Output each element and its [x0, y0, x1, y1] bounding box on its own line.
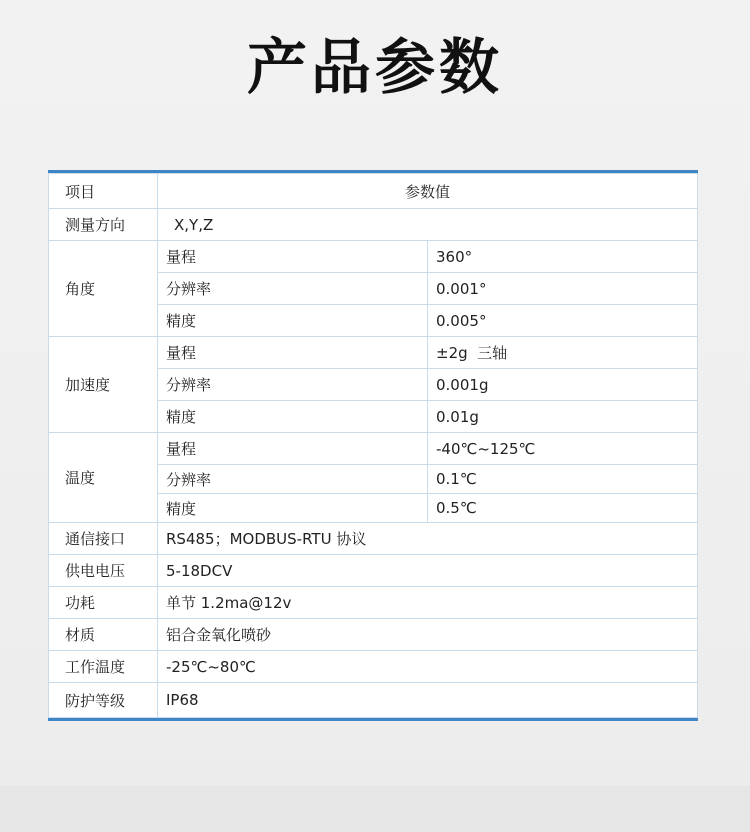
sub-value: 0.001° — [428, 273, 698, 305]
table-row — [49, 555, 698, 587]
spec-table-container — [48, 170, 698, 721]
header-item: 项目 — [49, 174, 158, 209]
table-row — [49, 651, 698, 683]
row-value: 单节 1.2ma@12v — [158, 587, 698, 619]
row-label: 测量方向 — [49, 209, 158, 241]
row-label: 供电电压 — [49, 555, 158, 587]
header-value: 参数值 — [158, 174, 698, 209]
row-value: 铝合金氧化喷砂 — [158, 619, 698, 651]
sub-value: 360° — [428, 241, 698, 273]
table-row — [49, 523, 698, 555]
table-row — [49, 587, 698, 619]
row-label: 工作温度 — [49, 651, 158, 683]
row-value: X,Y,Z — [158, 209, 698, 241]
sub-label: 分辨率 — [158, 369, 428, 401]
row-value: IP68 — [158, 683, 698, 718]
group-label-accel: 加速度 — [49, 337, 158, 433]
sub-label: 精度 — [158, 494, 428, 523]
page-title: 产品参数 — [247, 33, 503, 103]
sub-label: 分辨率 — [158, 465, 428, 494]
spec-table — [48, 173, 698, 718]
row-value: -25℃~80℃ — [158, 651, 698, 683]
group-label-temp: 温度 — [49, 433, 158, 523]
sub-label: 精度 — [158, 401, 428, 433]
row-value: 5-18DCV — [158, 555, 698, 587]
table-row — [49, 683, 698, 718]
sub-value: 0.001g — [428, 369, 698, 401]
sub-value: 0.01g — [428, 401, 698, 433]
row-label: 通信接口 — [49, 523, 158, 555]
sub-value: 0.1℃ — [428, 465, 698, 494]
sub-label: 量程 — [158, 241, 428, 273]
row-value: RS485；MODBUS-RTU 协议 — [158, 523, 698, 555]
bottom-band — [0, 786, 750, 832]
sub-value: 0.005° — [428, 305, 698, 337]
table-row — [49, 337, 698, 369]
sub-label: 量程 — [158, 337, 428, 369]
sub-value: -40℃~125℃ — [428, 433, 698, 465]
table-row — [49, 433, 698, 465]
table-row — [49, 209, 698, 241]
sub-label: 分辨率 — [158, 273, 428, 305]
row-label: 防护等级 — [49, 683, 158, 718]
row-label: 功耗 — [49, 587, 158, 619]
group-label-angle: 角度 — [49, 241, 158, 337]
sub-label: 精度 — [158, 305, 428, 337]
table-row — [49, 241, 698, 273]
sub-label: 量程 — [158, 433, 428, 465]
row-label: 材质 — [49, 619, 158, 651]
sub-value: 0.5℃ — [428, 494, 698, 523]
sub-value: ±2g 三轴 — [428, 337, 698, 369]
table-header-row — [49, 174, 698, 209]
table-row — [49, 619, 698, 651]
